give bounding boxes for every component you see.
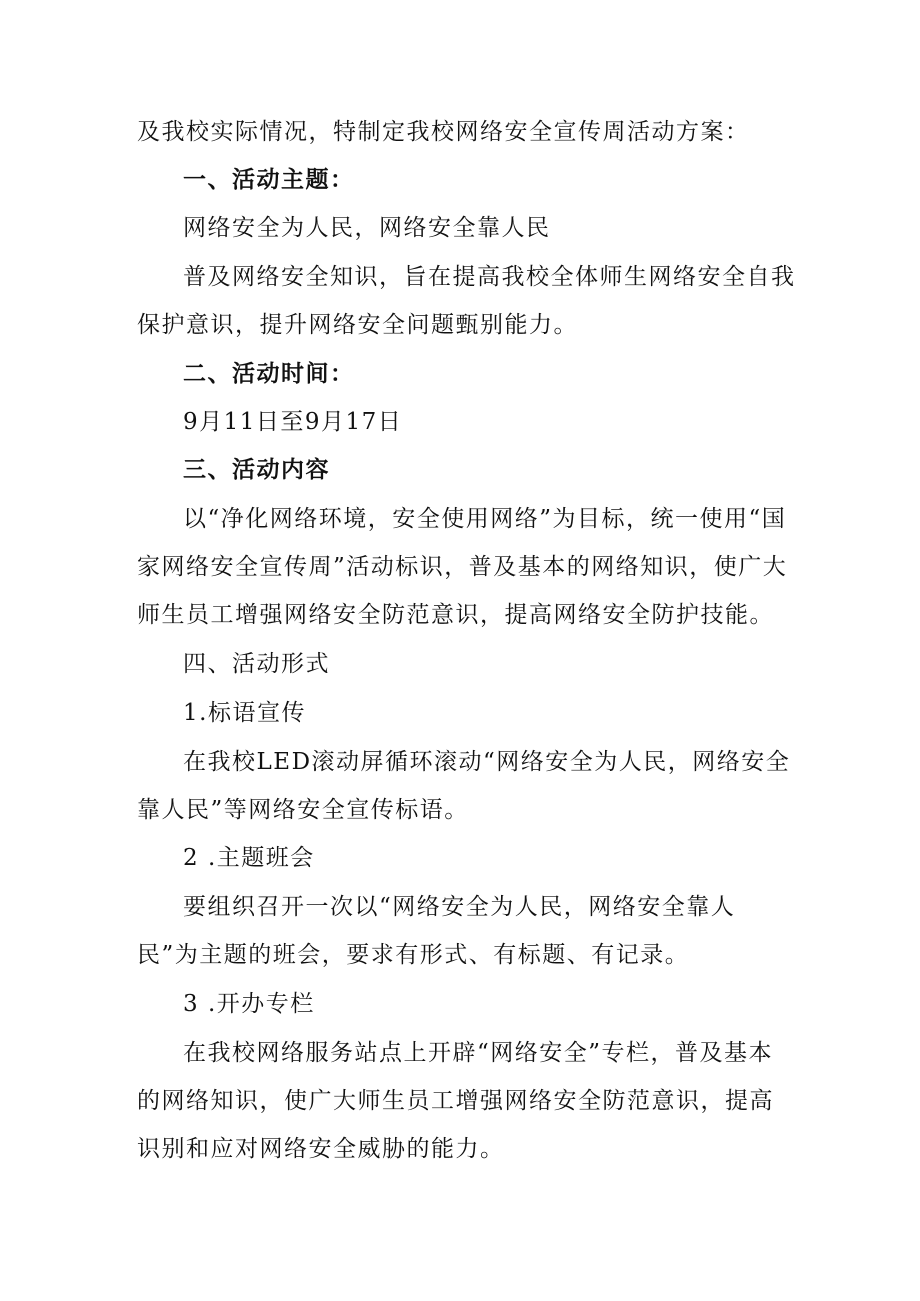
item-3-title: 3 .开办专栏 [183, 991, 315, 1017]
item-1-title: 1.标语宣传 [183, 700, 306, 726]
section-1-heading: 一、活动主题： [183, 167, 355, 193]
section-1-theme: 网络安全为人民，网络安全靠人民 [183, 215, 551, 241]
section-1-body: 普及网络安全知识，旨在提高我校全体师生网络安全自我保护意识，提升网络安全问题甄别能力。 [137, 264, 796, 338]
intro-continuation-paragraph: 及我校实际情况，特制定我校网络安全宣传周活动方案： [137, 119, 750, 145]
section-4-heading: 四、活动形式 [183, 651, 330, 677]
section-2-heading: 二、活动时间： [183, 361, 355, 387]
item-3-body: 在我校网络服务站点上开辟“网络安全”专栏，普及基本的网络知识，使广大师生员工增强网络安全防范意识，提高识别和应对网络安全威胁的能力。 [137, 1040, 774, 1162]
section-2-dates: 9月11日至9月17日 [183, 409, 403, 435]
item-2-title: 2 .主题班会 [183, 845, 315, 871]
section-3-heading: 三、活动内容 [183, 457, 330, 483]
item-1-body: 在我校LED滚动屏循环滚动“网络安全为人民，网络安全靠人民”等网络安全宣传标语。 [137, 749, 791, 823]
item-2-body: 要组织召开一次以“网络安全为人民，网络安全靠人民”为主题的班会，要求有形式、有标题、有记录。 [137, 894, 736, 968]
section-3-body: 以“净化网络环境，安全使用网络”为目标，统一使用“国家网络安全宣传周”活动标识，普及基本的网络知识，使广大师生员工增强网络安全防范意识，提高网络安全防护技能。 [137, 506, 788, 628]
